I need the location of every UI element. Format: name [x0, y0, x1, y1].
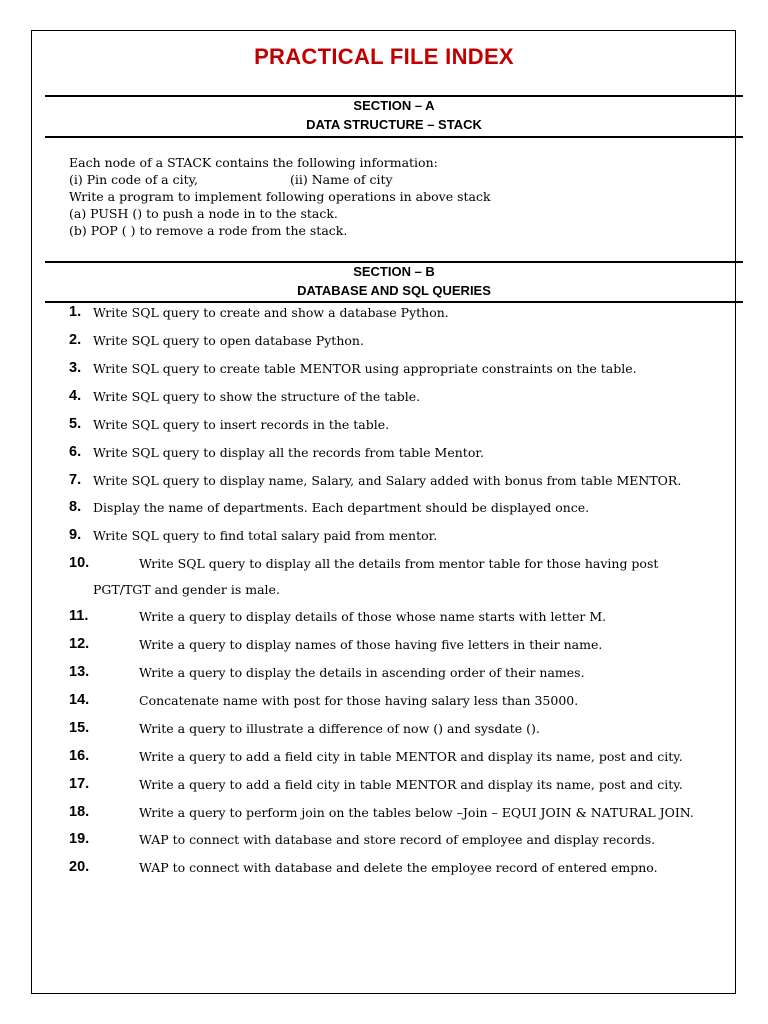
- stack-field-pincode: (i) Pin code of a city,: [69, 172, 199, 187]
- stack-push-line: (a) PUSH () to push a node in to the stack.: [69, 206, 338, 221]
- item-text: Concatenate name with post for those having salary less than 35000.: [139, 693, 579, 708]
- page-title: PRACTICAL FILE INDEX: [254, 44, 514, 69]
- item-number: 15.: [69, 720, 90, 736]
- item-number: 9.: [69, 527, 82, 543]
- item-text: Display the name of departments. Each department should be displayed once.: [93, 500, 590, 515]
- item-text: Write SQL query to display all the records from table Mentor.: [93, 445, 484, 460]
- item-text: Write SQL query to open database Python.: [93, 333, 364, 348]
- item-text: Write a query to display names of those having five letters in their name.: [139, 637, 603, 652]
- item-number: 12.: [69, 636, 90, 652]
- item-text: Write SQL query to show the structure of the table.: [93, 389, 421, 404]
- stack-pop-line: (b) POP ( ) to remove a rode from the stack.: [69, 223, 348, 238]
- item-text: Write SQL query to create table MENTOR using appropriate constraints on the table.: [93, 361, 637, 376]
- section-a-heading: SECTION – A: [353, 98, 435, 113]
- item-text: Write a query to display details of those whose name starts with letter M.: [139, 609, 607, 624]
- item-text: Write a query to display the details in ascending order of their names.: [139, 665, 585, 680]
- item-number: 18.: [69, 804, 90, 820]
- divider-section-a-top: [45, 95, 743, 97]
- item-text: Write a query to add a field city in table MENTOR and display its name, post and city.: [139, 777, 683, 792]
- item-number: 10.: [69, 555, 90, 571]
- stack-task-line: Write a program to implement following operations in above stack: [69, 189, 491, 204]
- section-a-subheading: DATA STRUCTURE – STACK: [306, 117, 482, 132]
- item-number: 17.: [69, 776, 90, 792]
- item-number: 3.: [69, 360, 82, 376]
- item-number: 4.: [69, 388, 82, 404]
- item-text: WAP to connect with database and delete the employee record of entered empno.: [139, 860, 658, 875]
- item-number: 16.: [69, 748, 90, 764]
- item-number: 1.: [69, 304, 82, 320]
- item-number: 2.: [69, 332, 82, 348]
- item-text: Write SQL query to display name, Salary, and Salary added with bonus from table MENTOR.: [93, 473, 682, 488]
- item-number: 13.: [69, 664, 90, 680]
- item-text: Write SQL query to display all the details from mentor table for those having post: [139, 556, 659, 571]
- stack-intro-line: Each node of a STACK contains the following information:: [69, 155, 438, 170]
- item-number: 19.: [69, 831, 90, 847]
- item-text: Write a query to add a field city in table MENTOR and display its name, post and city.: [139, 749, 683, 764]
- item-number: 7.: [69, 472, 82, 488]
- item-number: 20.: [69, 859, 90, 875]
- item-text: Write a query to illustrate a difference of now () and sysdate ().: [139, 721, 540, 736]
- divider-section-a-bottom: [45, 136, 743, 138]
- item-text-continued: PGT/TGT and gender is male.: [93, 582, 280, 597]
- item-number: 6.: [69, 444, 82, 460]
- section-b-subheading: DATABASE AND SQL QUERIES: [297, 283, 491, 298]
- item-number: 11.: [69, 608, 89, 624]
- item-text: Write SQL query to insert records in the table.: [93, 417, 390, 432]
- item-number: 5.: [69, 416, 82, 432]
- item-text: WAP to connect with database and store record of employee and display records.: [139, 832, 656, 847]
- item-number: 14.: [69, 692, 90, 708]
- divider-section-b-bottom: [45, 301, 743, 303]
- section-b-heading: SECTION – B: [353, 264, 435, 279]
- item-text: Write SQL query to create and show a database Python.: [93, 305, 449, 320]
- item-text: Write SQL query to find total salary paid from mentor.: [93, 528, 438, 543]
- item-number: 8.: [69, 499, 82, 515]
- stack-field-cityname: (ii) Name of city: [290, 172, 393, 187]
- item-text: Write a query to perform join on the tables below –Join – EQUI JOIN & NATURAL JOIN.: [139, 805, 694, 820]
- divider-section-b-top: [45, 261, 743, 263]
